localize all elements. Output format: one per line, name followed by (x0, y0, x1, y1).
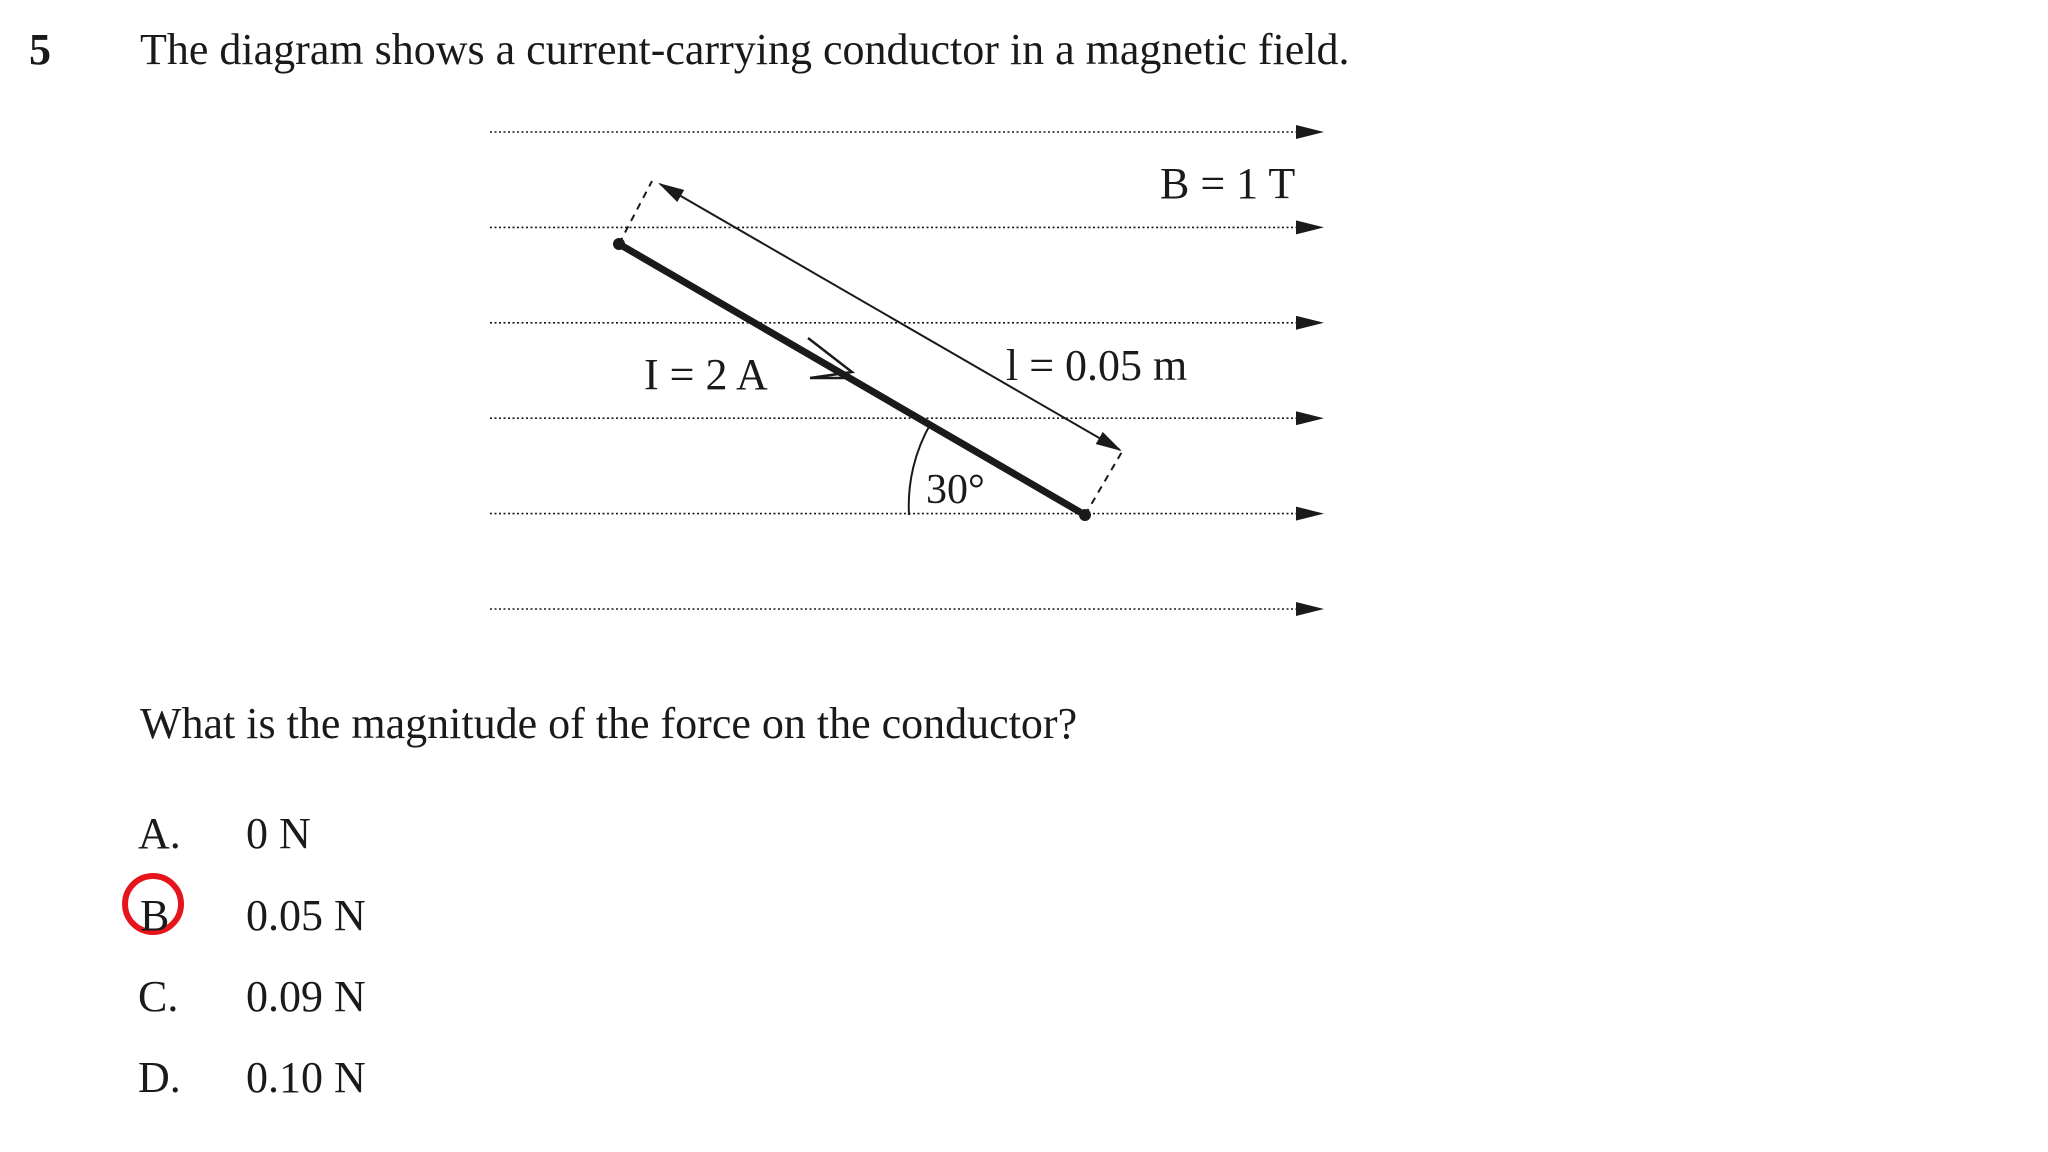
current-label: I = 2 A (644, 350, 768, 399)
extension-line-right (1085, 450, 1123, 515)
length-dimension-arrow (660, 184, 1120, 450)
option-a-letter[interactable]: A. (138, 809, 181, 858)
option-b-letter[interactable]: B (140, 891, 170, 940)
question-stem: The diagram shows a current-carrying conductor in a magnetic field. (140, 25, 1350, 74)
option-a-value[interactable]: 0 N (246, 809, 311, 858)
option-d-value[interactable]: 0.10 N (246, 1053, 366, 1102)
extension-line-left (619, 181, 652, 244)
question-prompt: What is the magnitude of the force on the conductor? (140, 699, 1078, 748)
field-strength-label: B = 1 T (1160, 159, 1296, 208)
conductor-end-right (1079, 509, 1091, 521)
option-c-letter[interactable]: C. (138, 972, 179, 1021)
option-b-value[interactable]: 0.05 N (246, 891, 366, 940)
option-c-value[interactable]: 0.09 N (246, 972, 366, 1021)
option-d-letter[interactable]: D. (138, 1053, 181, 1102)
conductor-end-left (613, 238, 625, 250)
length-label: l = 0.05 m (1006, 341, 1188, 390)
question-number: 5 (29, 25, 51, 74)
angle-label: 30° (926, 467, 985, 513)
